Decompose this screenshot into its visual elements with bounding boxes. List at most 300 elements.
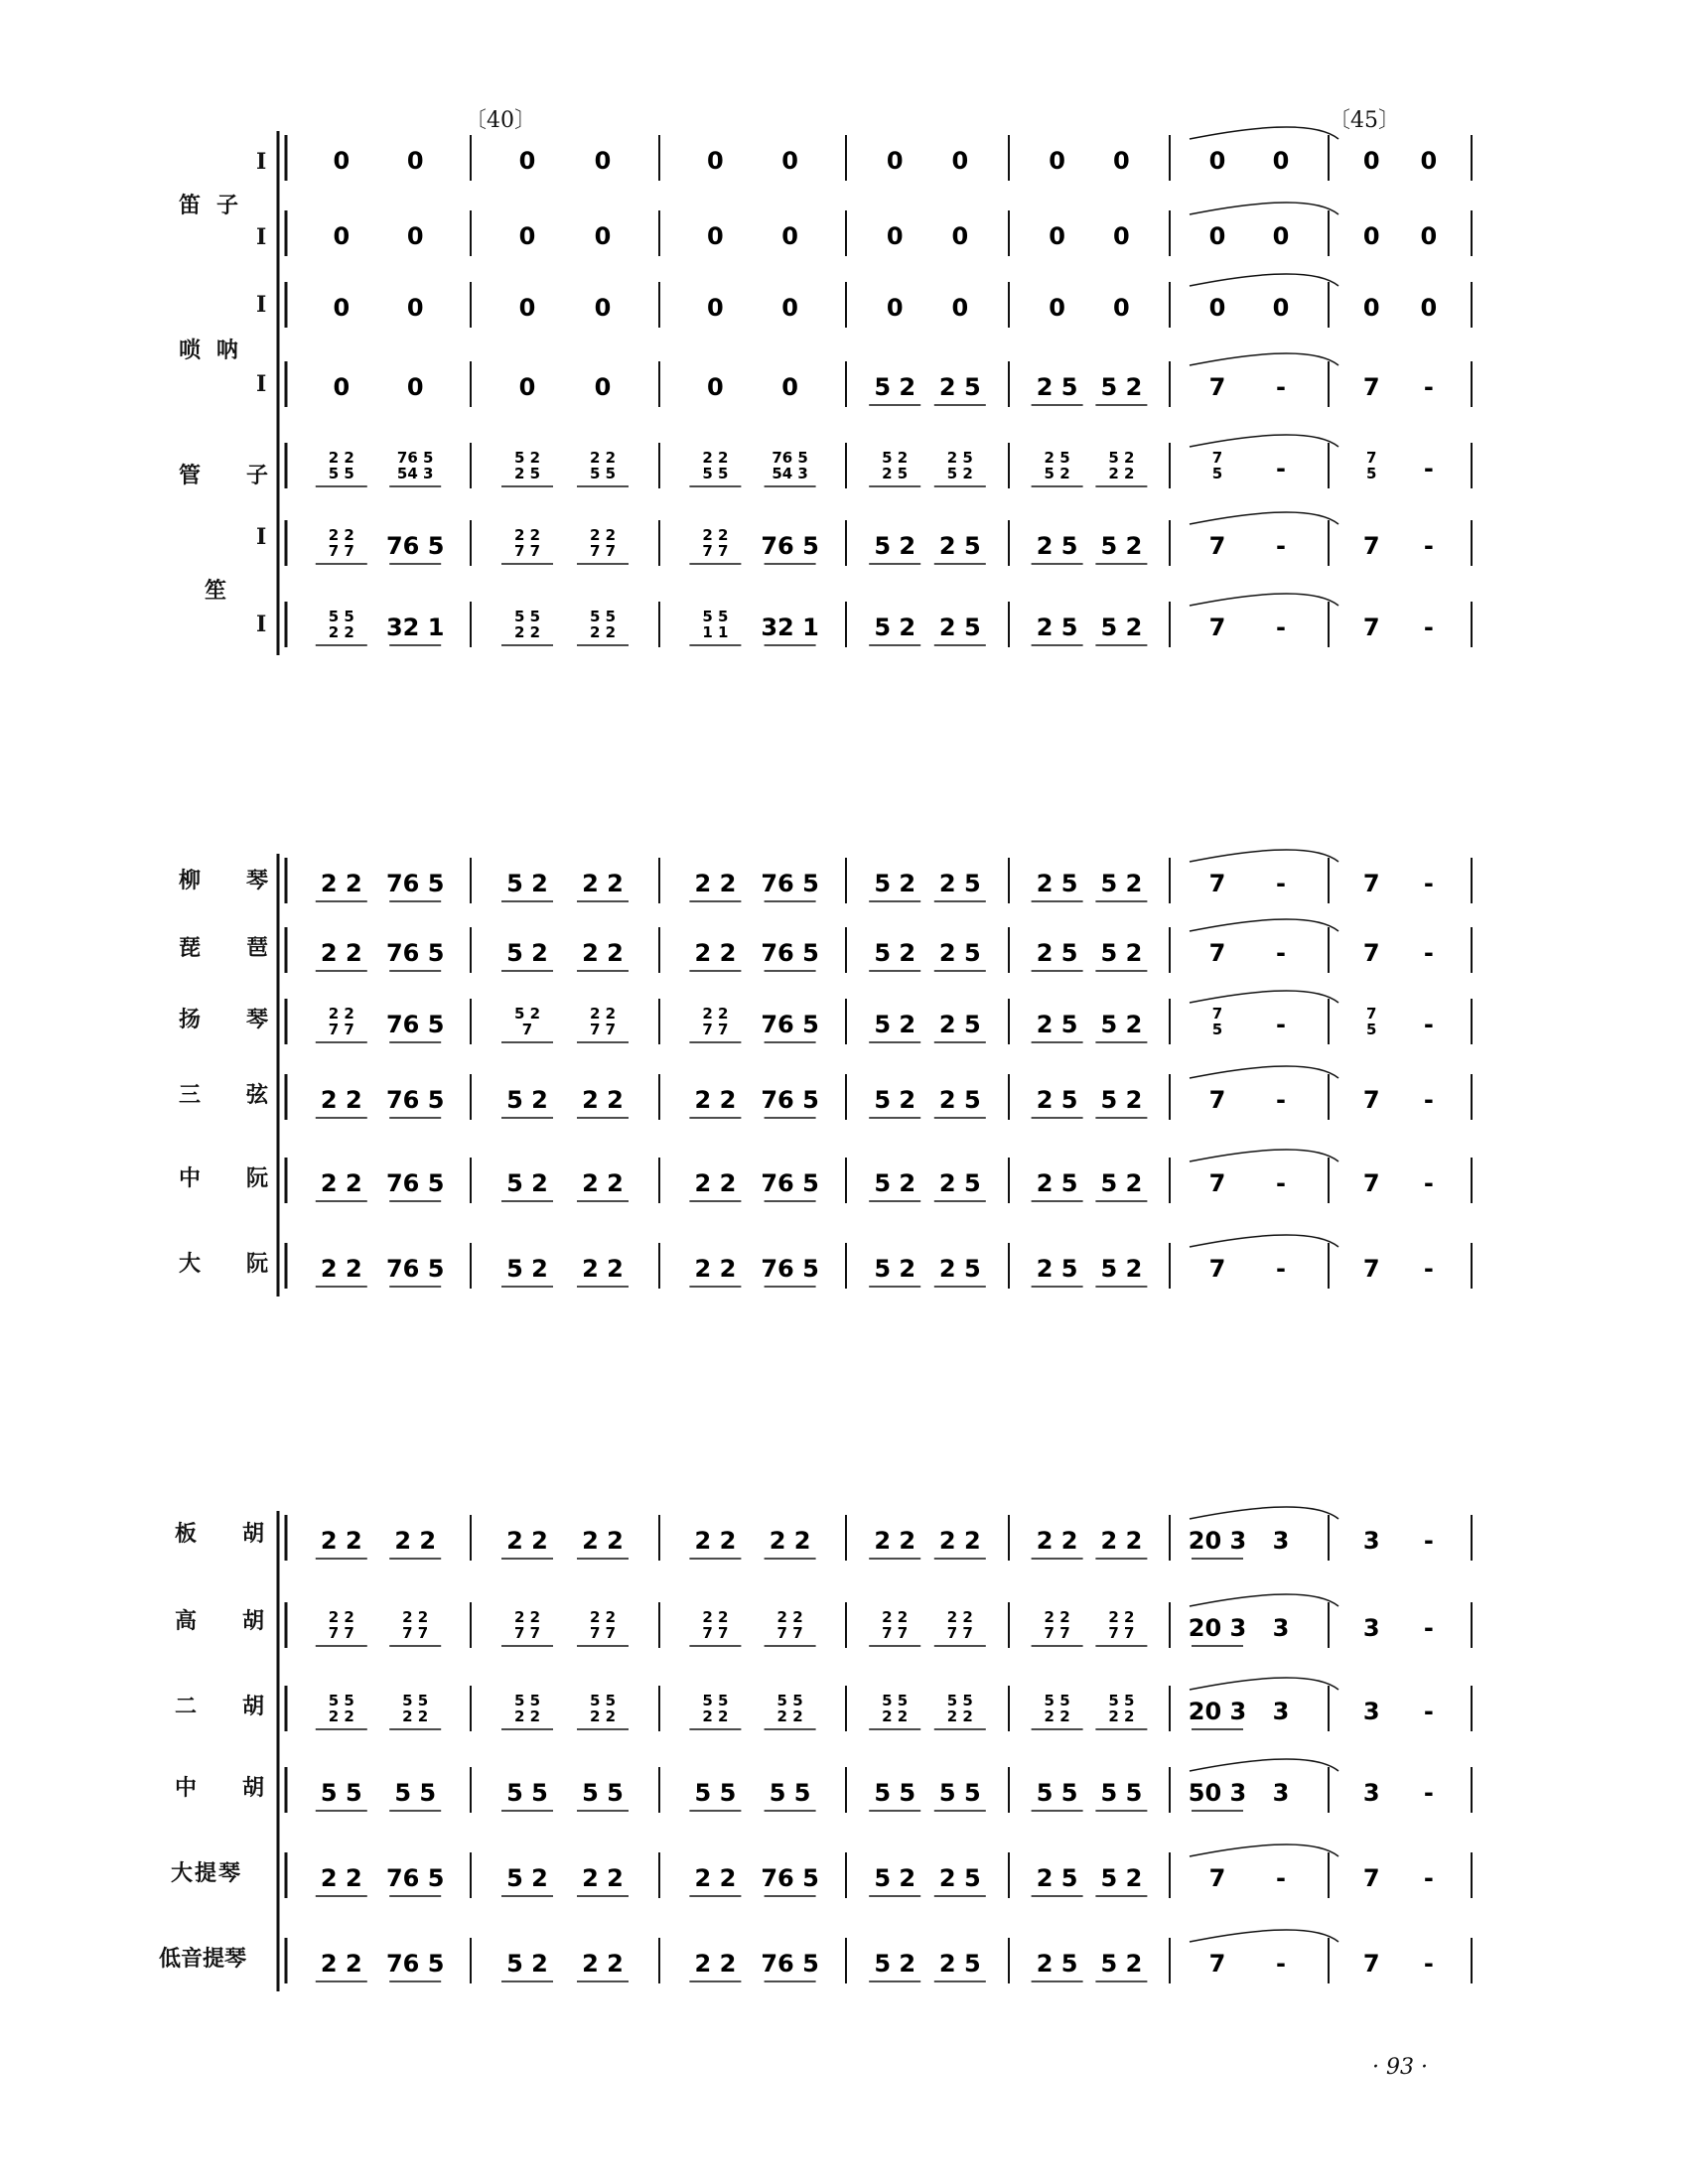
- tie: [1190, 1150, 1338, 1161]
- note: 76 5: [385, 532, 445, 560]
- note: -: [1423, 1527, 1434, 1555]
- note: 5 2: [1100, 614, 1143, 641]
- note: 3: [1272, 1614, 1290, 1642]
- note: 76 5: [761, 870, 819, 897]
- note-lower: 7 7: [328, 1624, 354, 1642]
- note: 7: [1362, 614, 1380, 641]
- note-lower: 2 2: [402, 1707, 429, 1725]
- note-lower: 5 2: [1044, 465, 1070, 482]
- note-lower: 5: [1211, 465, 1223, 482]
- note: -: [1423, 614, 1434, 641]
- note: 2 2: [582, 1086, 624, 1114]
- note: 2 5: [938, 1255, 981, 1283]
- note: 0: [518, 147, 536, 175]
- note: 0: [1420, 294, 1438, 322]
- note: 2 5: [1036, 1169, 1078, 1197]
- note: 20 3: [1188, 1527, 1247, 1555]
- note: -: [1423, 532, 1434, 560]
- label-double-bass: 低音提琴: [159, 1946, 247, 1972]
- note: 2 5: [938, 1169, 981, 1197]
- tie: [1190, 1066, 1338, 1078]
- note: 2 5: [1036, 1011, 1078, 1038]
- note-lower: 7 7: [882, 1624, 909, 1642]
- note: -: [1276, 1011, 1286, 1038]
- note: 2 2: [582, 1527, 624, 1555]
- note: 2 2: [320, 870, 362, 897]
- note: 5 5: [1100, 1779, 1143, 1807]
- label-sheng-part-1: I: [256, 524, 267, 550]
- note: 76 5: [385, 1011, 445, 1038]
- note: 7: [1208, 373, 1226, 401]
- note: 0: [707, 222, 724, 250]
- note: 2 2: [320, 1086, 362, 1114]
- note-upper: 7: [1365, 449, 1377, 467]
- note: 0: [1049, 147, 1065, 175]
- note: -: [1276, 455, 1286, 482]
- note: 20 3: [1188, 1698, 1247, 1725]
- note-lower: 2 2: [946, 1707, 973, 1725]
- note: 2 5: [1036, 373, 1078, 401]
- tie: [1190, 1594, 1338, 1606]
- note-upper: 5 5: [328, 608, 354, 625]
- note: 76 5: [761, 939, 819, 967]
- note-upper: 2 2: [882, 1608, 909, 1626]
- note: 0: [951, 222, 969, 250]
- note: 0: [1208, 147, 1226, 175]
- page-number: · 93 ·: [1372, 2055, 1428, 2080]
- note-lower: 1 1: [702, 623, 729, 641]
- note: 76 5: [761, 1011, 819, 1038]
- note-lower: 7 7: [1108, 1624, 1135, 1642]
- note-upper: 2 2: [589, 526, 617, 544]
- note: 7: [1362, 373, 1380, 401]
- note: -: [1276, 870, 1286, 897]
- note: 76 5: [385, 1950, 445, 1978]
- note-upper: 5 5: [946, 1692, 973, 1709]
- note: -: [1276, 1086, 1286, 1114]
- label-sanxian: 三弦: [179, 1082, 315, 1108]
- note-lower: 7 7: [328, 542, 354, 560]
- tie: [1190, 512, 1338, 524]
- note: 0: [333, 147, 351, 175]
- note-upper: 5 2: [1108, 449, 1135, 467]
- note: 0: [781, 147, 798, 175]
- note: 2 2: [1100, 1527, 1143, 1555]
- note: 50 3: [1188, 1779, 1247, 1807]
- note-upper: 2 2: [589, 449, 617, 467]
- note-lower: 7 7: [589, 1021, 617, 1038]
- note: 2 2: [320, 1169, 362, 1197]
- note: 76 5: [385, 1255, 445, 1283]
- tie: [1190, 127, 1338, 139]
- note: 3: [1362, 1779, 1380, 1807]
- label-sheng-part-2: I: [256, 612, 267, 637]
- note: 0: [886, 294, 904, 322]
- note-lower: 5: [1365, 465, 1377, 482]
- tie: [1190, 594, 1338, 606]
- rehearsal-mark-40: 〔40〕: [465, 108, 536, 133]
- note-upper: 2 2: [946, 1608, 973, 1626]
- note: 7: [1362, 532, 1380, 560]
- note-upper: 5 5: [328, 1692, 354, 1709]
- note-upper: 2 2: [589, 1005, 617, 1023]
- note-lower: 5: [1365, 1021, 1377, 1038]
- note-lower: 7 7: [589, 1624, 617, 1642]
- note: 2 2: [582, 939, 624, 967]
- note: -: [1423, 939, 1434, 967]
- note-lower: 5 5: [702, 465, 729, 482]
- tie: [1190, 919, 1338, 931]
- note: -: [1276, 373, 1286, 401]
- note: 5 5: [320, 1779, 362, 1807]
- note: 5 2: [506, 1864, 548, 1892]
- note: 7: [1208, 1255, 1226, 1283]
- note: 0: [518, 222, 536, 250]
- note: 5 2: [1100, 1086, 1143, 1114]
- note: 0: [594, 147, 612, 175]
- tie: [1190, 850, 1338, 862]
- note-lower: 7 7: [946, 1624, 973, 1642]
- note-upper: 2 2: [589, 1608, 617, 1626]
- note: 7: [1362, 939, 1380, 967]
- note-lower: 7: [521, 1021, 533, 1038]
- note: 3: [1272, 1698, 1290, 1725]
- label-dizi-part-1: I: [256, 149, 267, 175]
- note: -: [1423, 1779, 1434, 1807]
- note: 5 2: [874, 870, 916, 897]
- note: -: [1423, 455, 1434, 482]
- note: 0: [886, 147, 904, 175]
- note-upper: 2 2: [702, 449, 729, 467]
- note-lower: 7 7: [589, 542, 617, 560]
- tie: [1190, 203, 1338, 214]
- note: 5 2: [1100, 1255, 1143, 1283]
- note-upper: 5 2: [513, 449, 541, 467]
- tie: [1190, 1930, 1338, 1942]
- note-upper: 2 5: [946, 449, 973, 467]
- note: 0: [1208, 222, 1226, 250]
- note: 2 2: [320, 939, 362, 967]
- note: 5 2: [1100, 870, 1143, 897]
- note: 2 5: [938, 1086, 981, 1114]
- note: 5 2: [506, 939, 548, 967]
- note-upper: 5 5: [702, 1692, 729, 1709]
- note: 5 2: [874, 1011, 916, 1038]
- note: 0: [333, 222, 351, 250]
- note: -: [1423, 1614, 1434, 1642]
- note: 5 2: [1100, 532, 1143, 560]
- note-lower: 7 7: [702, 1021, 729, 1038]
- note: 2 2: [582, 1950, 624, 1978]
- note: 5 5: [938, 1779, 981, 1807]
- note: 2 2: [320, 1255, 362, 1283]
- note: 76 5: [761, 1169, 819, 1197]
- note: 2 5: [1036, 939, 1078, 967]
- note: 2 5: [1036, 1864, 1078, 1892]
- note: 2 5: [938, 373, 981, 401]
- note: 2 2: [694, 939, 737, 967]
- note-lower: 2 2: [328, 1707, 354, 1725]
- note: 7: [1208, 1950, 1226, 1978]
- note: 5 2: [506, 1255, 548, 1283]
- note-lower: 2 2: [1044, 1707, 1070, 1725]
- note-lower: 7 7: [702, 1624, 729, 1642]
- label-sheng: 笙: [205, 578, 227, 604]
- note-upper: 2 2: [702, 526, 729, 544]
- note: -: [1276, 1169, 1286, 1197]
- note: 0: [1113, 222, 1130, 250]
- note: -: [1276, 1950, 1286, 1978]
- note: 2 5: [938, 1864, 981, 1892]
- note-upper: 5 5: [402, 1692, 429, 1709]
- note-lower: 7 7: [328, 1021, 354, 1038]
- note: 0: [333, 294, 351, 322]
- note-upper: 5 5: [513, 608, 541, 625]
- label-liuqin: 柳琴: [179, 868, 315, 893]
- note-upper: 5 2: [882, 449, 909, 467]
- note: 0: [781, 373, 798, 401]
- note: 0: [518, 373, 536, 401]
- note: 3: [1272, 1527, 1290, 1555]
- note-lower: 5 5: [328, 465, 354, 482]
- label-suona-part-1: I: [256, 292, 267, 318]
- note-upper: 2 5: [1044, 449, 1070, 467]
- note: 2 2: [694, 1950, 737, 1978]
- note-upper: 7: [1365, 1005, 1377, 1023]
- note: 76 5: [761, 1086, 819, 1114]
- note: 7: [1208, 1169, 1226, 1197]
- tie: [1190, 1507, 1338, 1519]
- note: 2 2: [1036, 1527, 1078, 1555]
- note: -: [1423, 1169, 1434, 1197]
- note: -: [1423, 1950, 1434, 1978]
- note-upper: 2 2: [328, 526, 354, 544]
- note: 5 5: [582, 1779, 624, 1807]
- note: 76 5: [385, 939, 445, 967]
- label-suona-part-2: I: [256, 371, 267, 397]
- note: 5 2: [506, 1169, 548, 1197]
- note: 0: [951, 147, 969, 175]
- note: 0: [406, 222, 424, 250]
- note-upper: 5 5: [589, 1692, 617, 1709]
- note: 5 5: [694, 1779, 737, 1807]
- note: 2 5: [1036, 1950, 1078, 1978]
- note: 7: [1208, 1086, 1226, 1114]
- note: 0: [406, 147, 424, 175]
- note-lower: 54 3: [396, 465, 434, 482]
- note: 5 2: [874, 1255, 916, 1283]
- note: 0: [781, 222, 798, 250]
- label-guanzi: 管子: [179, 463, 315, 488]
- note-upper: 5 5: [589, 608, 617, 625]
- note-lower: 2 5: [513, 465, 541, 482]
- note-lower: 2 2: [513, 1707, 541, 1725]
- note: -: [1276, 1255, 1286, 1283]
- note: 2 5: [938, 939, 981, 967]
- note: -: [1423, 1255, 1434, 1283]
- note: 2 2: [694, 1255, 737, 1283]
- note: 0: [1272, 147, 1290, 175]
- note: 7: [1362, 1864, 1380, 1892]
- note: 5 2: [506, 1086, 548, 1114]
- note-lower: 2 2: [328, 623, 354, 641]
- label-cello: 大提琴: [171, 1860, 243, 1886]
- tie: [1190, 435, 1338, 447]
- note: 0: [594, 294, 612, 322]
- note-upper: 2 2: [702, 1005, 729, 1023]
- note-lower: 7 7: [402, 1624, 429, 1642]
- label-daruan: 大阮: [179, 1251, 315, 1277]
- note-upper: 76 5: [772, 449, 808, 467]
- note: 2 2: [694, 1864, 737, 1892]
- note: 5 2: [874, 373, 916, 401]
- note: 3: [1362, 1698, 1380, 1725]
- note-upper: 5 5: [1044, 1692, 1070, 1709]
- note: 2 2: [582, 1864, 624, 1892]
- label-gaohu: 高胡: [175, 1608, 311, 1634]
- note: 0: [707, 294, 724, 322]
- note: 2 5: [1036, 614, 1078, 641]
- note: 2 2: [582, 870, 624, 897]
- note: 0: [1272, 222, 1290, 250]
- tie: [1190, 353, 1338, 365]
- note: 0: [1362, 222, 1380, 250]
- note: 7: [1208, 870, 1226, 897]
- note: 5 2: [874, 614, 916, 641]
- note: 2 5: [938, 870, 981, 897]
- note: -: [1276, 532, 1286, 560]
- note: 5 5: [394, 1779, 437, 1807]
- note: 7: [1362, 1255, 1380, 1283]
- note-lower: 7 7: [513, 1624, 541, 1642]
- note: 20 3: [1188, 1614, 1247, 1642]
- note: 76 5: [385, 1169, 445, 1197]
- tie: [1190, 274, 1338, 286]
- note: 0: [406, 294, 424, 322]
- note: 0: [707, 147, 724, 175]
- note: 0: [406, 373, 424, 401]
- note: 7: [1208, 1864, 1226, 1892]
- note: 0: [951, 294, 969, 322]
- note-upper: 2 2: [513, 526, 541, 544]
- note: 2 2: [394, 1527, 437, 1555]
- note: 5 2: [1100, 1950, 1143, 1978]
- note: 2 2: [320, 1864, 362, 1892]
- note: 3: [1362, 1614, 1380, 1642]
- note-lower: 2 2: [776, 1707, 803, 1725]
- note: 0: [594, 373, 612, 401]
- note: 2 2: [320, 1527, 362, 1555]
- note: 2 2: [874, 1527, 916, 1555]
- note: 5 2: [874, 1169, 916, 1197]
- note-lower: 5 5: [589, 465, 617, 482]
- note-upper: 2 2: [402, 1608, 429, 1626]
- note: 2 5: [938, 614, 981, 641]
- tie: [1190, 1759, 1338, 1771]
- note-upper: 7: [1211, 1005, 1223, 1023]
- tie: [1190, 991, 1338, 1003]
- note: 0: [333, 373, 351, 401]
- note: 0: [707, 373, 724, 401]
- note: 0: [1113, 294, 1130, 322]
- note: 2 2: [694, 870, 737, 897]
- note-lower: 7 7: [1044, 1624, 1070, 1642]
- note-upper: 5 5: [882, 1692, 909, 1709]
- note-upper: 7: [1211, 449, 1223, 467]
- note-lower: 7 7: [776, 1624, 803, 1642]
- note-upper: 5 2: [513, 1005, 541, 1023]
- note-lower: 2 2: [882, 1707, 909, 1725]
- note: 2 5: [1036, 532, 1078, 560]
- note: 2 2: [320, 1950, 362, 1978]
- note: 5 2: [1100, 939, 1143, 967]
- note: 76 5: [761, 532, 819, 560]
- note: 76 5: [385, 1086, 445, 1114]
- note-upper: 2 2: [1108, 1608, 1135, 1626]
- note: 0: [1113, 147, 1130, 175]
- note: 5 2: [874, 1864, 916, 1892]
- note: -: [1423, 1011, 1434, 1038]
- note-lower: 2 2: [513, 623, 541, 641]
- note: 0: [594, 222, 612, 250]
- note-upper: 5 5: [702, 608, 729, 625]
- note-upper: 2 2: [776, 1608, 803, 1626]
- note: -: [1276, 1864, 1286, 1892]
- note: -: [1276, 939, 1286, 967]
- note: 0: [518, 294, 536, 322]
- note: 7: [1362, 1169, 1380, 1197]
- note: 76 5: [761, 1864, 819, 1892]
- note: 32 1: [385, 614, 445, 641]
- note: 2 5: [1036, 1086, 1078, 1114]
- note-upper: 5 5: [1108, 1692, 1135, 1709]
- note: 5 5: [1036, 1779, 1078, 1807]
- note: 2 5: [938, 1950, 981, 1978]
- system-2: [278, 850, 1472, 1297]
- note-upper: 5 5: [776, 1692, 803, 1709]
- note-upper: 2 2: [513, 1608, 541, 1626]
- note-upper: 76 5: [396, 449, 434, 467]
- note-lower: 7 7: [513, 542, 541, 560]
- label-pipa: 琵琶: [179, 935, 315, 961]
- note: 7: [1362, 1086, 1380, 1114]
- note: 5 2: [1100, 1864, 1143, 1892]
- note: 2 2: [769, 1527, 811, 1555]
- label-erhu: 二胡: [175, 1694, 311, 1719]
- note: 7: [1208, 614, 1226, 641]
- note: 2 2: [938, 1527, 981, 1555]
- note: 0: [1208, 294, 1226, 322]
- note: 2 5: [1036, 1255, 1078, 1283]
- note: 2 2: [694, 1169, 737, 1197]
- note: 5 5: [506, 1779, 548, 1807]
- note: 5 5: [769, 1779, 811, 1807]
- note: -: [1276, 614, 1286, 641]
- note-lower: 5 2: [946, 465, 973, 482]
- note: 2 2: [506, 1527, 548, 1555]
- label-dizi: 笛子: [179, 193, 255, 218]
- note: 5 2: [1100, 373, 1143, 401]
- system-1: [278, 127, 1472, 655]
- note: 0: [886, 222, 904, 250]
- note: 5 5: [874, 1779, 916, 1807]
- note-lower: 5: [1211, 1021, 1223, 1038]
- note: 2 5: [938, 532, 981, 560]
- note: 2 5: [1036, 870, 1078, 897]
- note: 0: [1049, 222, 1065, 250]
- note: 3: [1272, 1779, 1290, 1807]
- note: 2 2: [694, 1527, 737, 1555]
